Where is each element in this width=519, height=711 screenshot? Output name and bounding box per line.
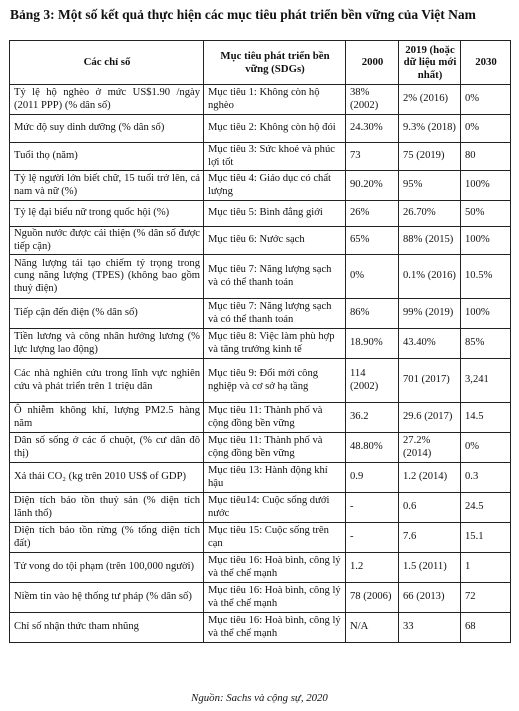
indicator-cell: Tiền lương và công nhân hưởng lương (% lực lượng lao động) bbox=[10, 329, 204, 359]
value-2030-cell: 0.3 bbox=[461, 463, 511, 493]
value-2000-cell: 0.9 bbox=[346, 463, 399, 493]
value-2000-cell: 86% bbox=[346, 299, 399, 329]
value-2000-cell: 24.30% bbox=[346, 115, 399, 143]
value-2030-cell: 0% bbox=[461, 115, 511, 143]
value-2000-cell: 73 bbox=[346, 143, 399, 171]
indicator-cell: Ô nhiễm không khí, lượng PM2.5 hàng năm bbox=[10, 403, 204, 433]
table-row bbox=[10, 613, 511, 643]
value-2000-cell: 26% bbox=[346, 201, 399, 227]
value-2019-cell: 0.6 bbox=[399, 493, 461, 523]
table-row bbox=[10, 85, 511, 115]
value-2030-cell: 100% bbox=[461, 227, 511, 255]
goal-cell: Mục tiêu 15: Cuộc sống trên cạn bbox=[204, 523, 346, 553]
value-2019-cell: 95% bbox=[399, 171, 461, 201]
indicator-cell: Các nhà nghiên cứu trong lĩnh vực nghiên cứu và phát triển trên 1 triệu dân bbox=[10, 359, 204, 403]
value-2030-cell: 14.5 bbox=[461, 403, 511, 433]
value-2030-cell: 100% bbox=[461, 171, 511, 201]
value-2019-cell: 2% (2016) bbox=[399, 85, 461, 115]
goal-cell: Mục tiêu 7: Năng lượng sạch và có thể thanh toán bbox=[204, 255, 346, 299]
sdg-results-table bbox=[9, 40, 511, 643]
value-2030-cell: 3,241 bbox=[461, 359, 511, 403]
value-2000-cell: 38% (2002) bbox=[346, 85, 399, 115]
value-2030-cell: 15.1 bbox=[461, 523, 511, 553]
value-2030-cell: 50% bbox=[461, 201, 511, 227]
indicator-cell: Tuổi thọ (năm) bbox=[10, 143, 204, 171]
table-row bbox=[10, 553, 511, 583]
table-row bbox=[10, 115, 511, 143]
value-2030-cell: 72 bbox=[461, 583, 511, 613]
table-row bbox=[10, 433, 511, 463]
value-2030-cell: 100% bbox=[461, 299, 511, 329]
value-2000-cell: - bbox=[346, 493, 399, 523]
indicator-cell: Diện tích bảo tồn thuỷ sản (% diện tích lãnh thổ) bbox=[10, 493, 204, 523]
indicator-cell: Mức độ suy dinh dưỡng (% dân số) bbox=[10, 115, 204, 143]
table-row bbox=[10, 227, 511, 255]
value-2000-cell: 18.90% bbox=[346, 329, 399, 359]
goal-cell: Mục tiêu 8: Việc làm phù hợp và tăng trưởng kinh tế bbox=[204, 329, 346, 359]
indicator-cell: Tỷ lệ người lớn biết chữ, 15 tuổi trở lên, cả nam và nữ (%) bbox=[10, 171, 204, 201]
value-2030-cell: 1 bbox=[461, 553, 511, 583]
indicator-cell: Chỉ số nhận thức tham nhũng bbox=[10, 613, 204, 643]
value-2000-cell: 1.2 bbox=[346, 553, 399, 583]
header-2030: 2030 bbox=[461, 41, 511, 85]
value-2000-cell: 48.80% bbox=[346, 433, 399, 463]
table-row bbox=[10, 463, 511, 493]
table-caption: Bảng 3: Một số kết quả thực hiện các mục tiêu phát triển bền vững của Việt Nam bbox=[10, 7, 476, 22]
goal-cell: Mục tiêu 16: Hoà bình, công lý và thể chế mạnh bbox=[204, 613, 346, 643]
goal-cell: Mục tiêu 16: Hoà bình, công lý và thể chế mạnh bbox=[204, 583, 346, 613]
value-2000-cell: 90.20% bbox=[346, 171, 399, 201]
value-2019-cell: 99% (2019) bbox=[399, 299, 461, 329]
indicator-cell: Tử vong do tội phạm (trên 100,000 người) bbox=[10, 553, 204, 583]
table-row bbox=[10, 583, 511, 613]
goal-cell: Mục tiêu 1: Không còn hộ nghèo bbox=[204, 85, 346, 115]
value-2000-cell: 36.2 bbox=[346, 403, 399, 433]
header-indicator: Các chỉ số bbox=[10, 41, 204, 85]
value-2019-cell: 26.70% bbox=[399, 201, 461, 227]
header-2000: 2000 bbox=[346, 41, 399, 85]
table-row bbox=[10, 329, 511, 359]
value-2019-cell: 9.3% (2018) bbox=[399, 115, 461, 143]
value-2030-cell: 80 bbox=[461, 143, 511, 171]
table-row bbox=[10, 493, 511, 523]
value-2019-cell: 33 bbox=[399, 613, 461, 643]
value-2030-cell: 85% bbox=[461, 329, 511, 359]
indicator-cell: Niềm tin vào hệ thống tư pháp (% dân số) bbox=[10, 583, 204, 613]
goal-cell: Mục tiêu 11: Thành phố và cộng đồng bền vững bbox=[204, 433, 346, 463]
header-goal: Mục tiêu phát triển bền vững (SDGs) bbox=[204, 41, 346, 85]
goal-cell: Mục tiêu14: Cuộc sống dưới nước bbox=[204, 493, 346, 523]
goal-cell: Mục tiêu 7: Năng lượng sạch và có thể thanh toán bbox=[204, 299, 346, 329]
value-2019-cell: 0.1% (2016) bbox=[399, 255, 461, 299]
goal-cell: Mục tiêu 11: Thành phố và cộng đồng bền vững bbox=[204, 403, 346, 433]
goal-cell: Mục tiêu 3: Sức khoẻ và phúc lợi tốt bbox=[204, 143, 346, 171]
value-2019-cell: 66 (2013) bbox=[399, 583, 461, 613]
table-row bbox=[10, 171, 511, 201]
value-2000-cell: 0% bbox=[346, 255, 399, 299]
goal-cell: Mục tiêu 16: Hoà bình, công lý và thể chế mạnh bbox=[204, 553, 346, 583]
goal-cell: Mục tiêu 13: Hành động khí hậu bbox=[204, 463, 346, 493]
value-2019-cell: 701 (2017) bbox=[399, 359, 461, 403]
value-2030-cell: 24.5 bbox=[461, 493, 511, 523]
value-2000-cell: 114 (2002) bbox=[346, 359, 399, 403]
indicator-cell: Dân số sống ở các ổ chuột, (% cư dân đô thị) bbox=[10, 433, 204, 463]
goal-cell: Mục tiêu 6: Nước sạch bbox=[204, 227, 346, 255]
value-2030-cell: 0% bbox=[461, 433, 511, 463]
value-2000-cell: 78 (2006) bbox=[346, 583, 399, 613]
goal-cell: Mục tiêu 2: Không còn hộ đói bbox=[204, 115, 346, 143]
table-row bbox=[10, 299, 511, 329]
table-row bbox=[10, 403, 511, 433]
table-header-row bbox=[10, 41, 511, 85]
indicator-cell: Diện tích bảo tồn rừng (% tổng diện tích đất) bbox=[10, 523, 204, 553]
table-row bbox=[10, 359, 511, 403]
indicator-cell: Tỷ lệ đại biểu nữ trong quốc hội (%) bbox=[10, 201, 204, 227]
value-2030-cell: 10.5% bbox=[461, 255, 511, 299]
header-2019: 2019 (hoặc dữ liệu mới nhất) bbox=[399, 41, 461, 85]
goal-cell: Mục tiêu 5: Bình đẳng giới bbox=[204, 201, 346, 227]
value-2019-cell: 1.2 (2014) bbox=[399, 463, 461, 493]
value-2030-cell: 68 bbox=[461, 613, 511, 643]
value-2019-cell: 27.2% (2014) bbox=[399, 433, 461, 463]
indicator-cell: Tiếp cận đến điện (% dân số) bbox=[10, 299, 204, 329]
value-2019-cell: 43.40% bbox=[399, 329, 461, 359]
value-2019-cell: 75 (2019) bbox=[399, 143, 461, 171]
table-row bbox=[10, 523, 511, 553]
value-2019-cell: 1.5 (2011) bbox=[399, 553, 461, 583]
indicator-cell: Nguồn nước được cải thiện (% dân số được tiếp cận) bbox=[10, 227, 204, 255]
table-row bbox=[10, 201, 511, 227]
value-2019-cell: 88% (2015) bbox=[399, 227, 461, 255]
value-2000-cell: - bbox=[346, 523, 399, 553]
indicator-cell: Năng lượng tái tạo chiếm tỷ trọng trong cung năng lượng (TPES) (không bao gồm thuỷ điện) bbox=[10, 255, 204, 299]
table-body bbox=[10, 85, 511, 643]
table-source: Nguồn: Sachs và cộng sự, 2020 bbox=[191, 692, 328, 704]
value-2019-cell: 29.6 (2017) bbox=[399, 403, 461, 433]
value-2030-cell: 0% bbox=[461, 85, 511, 115]
value-2000-cell: N/A bbox=[346, 613, 399, 643]
table-row bbox=[10, 255, 511, 299]
value-2019-cell: 7.6 bbox=[399, 523, 461, 553]
indicator-cell: Xả thải CO₂ (kg trên 2010 US$ of GDP) bbox=[10, 463, 204, 493]
table-row bbox=[10, 143, 511, 171]
goal-cell: Mục tiêu 9: Đổi mới công nghiệp và cơ sở hạ tầng bbox=[204, 359, 346, 403]
goal-cell: Mục tiêu 4: Giáo dục có chất lượng bbox=[204, 171, 346, 201]
value-2000-cell: 65% bbox=[346, 227, 399, 255]
indicator-cell: Tỷ lệ hộ nghèo ở mức US$1.90 /ngày (2011 PPP) (% dân số) bbox=[10, 85, 204, 115]
